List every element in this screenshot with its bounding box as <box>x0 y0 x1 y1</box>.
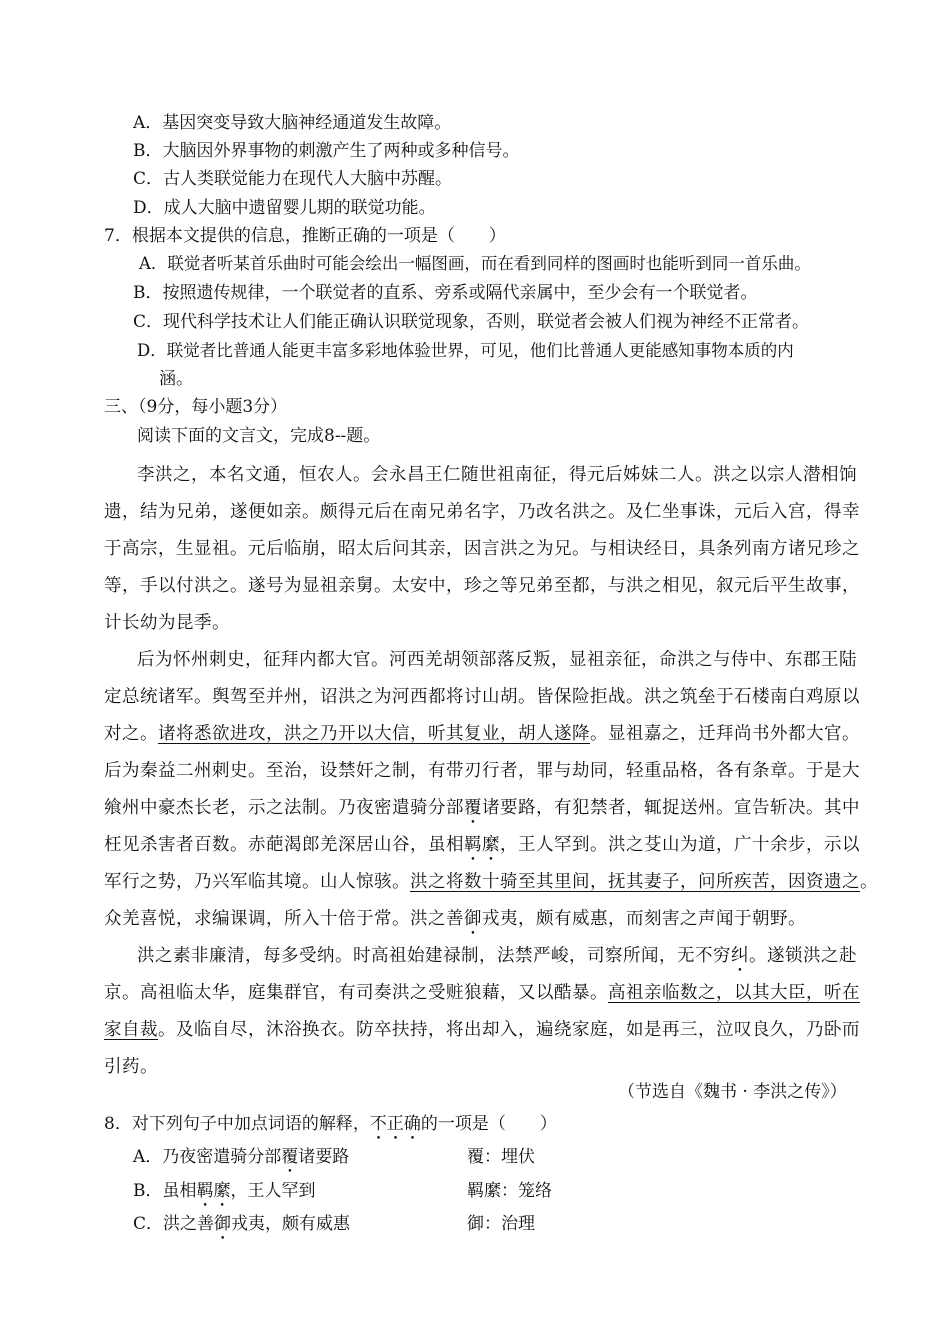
p2-line5-a: 飨州中豪杰长老，示之法制。乃夜密遣骑分部 <box>104 798 464 818</box>
passage-p2-line1: 后为怀州刺史，征拜内都大官。河西羌胡领部落反叛，显祖亲征，命洪之与侍中、东郡王陆 <box>137 650 857 670</box>
p3-line3-b: 。及临自尽，沐浴换衣。防卒扶持，将出却入，遍绕家庭，如是再三，泣叹良久，乃卧而 <box>158 1020 860 1040</box>
q7-option-c: C．现代科学技术让人们能正确认识联觉现象，否则，联觉者会被人们视为神经不正常者。 <box>133 312 810 332</box>
q8-a-dotted: 覆 <box>281 1147 299 1167</box>
p2-line8-a: 众羌喜悦，求编课调，所入十倍于常。洪之善 <box>104 909 464 929</box>
p2-line3-before: 对之。 <box>104 724 158 744</box>
dotted-word-jimi: 羁縻 <box>464 835 500 855</box>
q8-option-a <box>133 1146 349 1177</box>
passage-p3-line3 <box>104 1019 860 1041</box>
q7-option-b: B．按照遗传规律，一个联觉者的直系、旁系或隔代亲属中，至少会有一个联觉者。 <box>133 283 758 303</box>
passage-p2-line5 <box>104 797 860 828</box>
q7-stem: 7．根据本文提供的信息，推断正确的一项是（ ） <box>104 226 506 246</box>
q8-a-text-b: 诸要路 <box>298 1147 350 1167</box>
passage-source: （节选自《魏书 · 李洪之传》） <box>618 1082 847 1102</box>
passage-p2-line2: 定总统诸军。舆驾至并州，诏洪之为河西都将讨山胡。皆保险拒战。洪之筑垒于石楼南白鸡原以 <box>104 687 860 707</box>
q8-option-b <box>133 1180 316 1211</box>
p2-line7-b: 。 <box>860 872 878 892</box>
q8-b-dotted: 羁縻 <box>196 1181 231 1201</box>
p2-line7-a: 军行之势，乃兴军临其境。山人惊骇。 <box>104 872 410 892</box>
underlined-sentence-3a: 高祖亲临数之，以其大臣，听在 <box>608 983 860 1003</box>
p2-line5-b: 诸要路，有犯禁者，辄捉送州。宣告斩决。其中 <box>482 798 860 818</box>
passage-p1-line1: 李洪之，本名文通，恒农人。会永昌王仁随世祖南征，得元后姊妹二人。洪之以宗人潜相饷 <box>137 465 857 485</box>
q7-option-a: A．联觉者听某首乐曲时可能会绘出一幅图画，而在看到同样的图画时也能听到同一首乐曲。 <box>139 254 811 273</box>
q8-stem <box>104 1113 557 1144</box>
passage-p2-line3 <box>104 723 860 745</box>
underlined-sentence-2: 洪之将数十骑至其里间，抚其妻子，问所疾苦，因资遗之 <box>410 872 860 892</box>
dotted-word-jiu: 纠 <box>731 946 749 966</box>
p2-line8-b: 戎夷，颇有威惠，而刻害之声闻于朝野。 <box>482 909 806 929</box>
passage-p1-line2: 遗，结为兄弟，遂便如亲。颇得元后在南兄弟名字，乃改名洪之。及仁坐事诛，元后入宫，得幸 <box>104 502 860 522</box>
q8-c-text-b: 戎夷，颇有威惠 <box>231 1214 351 1234</box>
underlined-sentence-3b: 家自裁 <box>104 1020 158 1040</box>
q8-c-text: C．洪之善 <box>133 1214 215 1234</box>
p3-line1-b: 。遂锁洪之赴 <box>749 946 857 966</box>
p2-line6-a: 枉见杀害者百数。赤葩渴郎羌深居山谷，虽相 <box>104 835 464 855</box>
p3-line1-a: 洪之素非廉清，每多受纳。时高祖始建禄制，法禁严峻，司察所闻，无不穷 <box>137 946 731 966</box>
q8-option-b-gloss: 羁縻：笼络 <box>467 1181 552 1201</box>
passage-p2-line7 <box>104 871 878 893</box>
passage-p3-line1 <box>137 945 857 976</box>
q8-dotted-not-correct: 不正确 <box>369 1114 421 1134</box>
passage-p1-line4: 等，手以付洪之。遂号为显祖亲舅。太安中，珍之等兄弟至都，与洪之相见，叙元后平生故事， <box>104 576 860 596</box>
passage-p3-line4: 引药。 <box>104 1057 158 1077</box>
passage-p1-line3: 于高宗，生显祖。元后临崩，昭太后问其亲，因言洪之为兄。与相诀经日，具条列南方诸兄珍之 <box>104 539 860 559</box>
q8-option-c <box>133 1213 350 1244</box>
dotted-word-fu: 覆 <box>464 798 482 818</box>
q8-stem-a: 8．对下列句子中加点词语的解释， <box>104 1114 370 1134</box>
q6-option-b: B．大脑因外界事物的刺激产生了两种或多种信号。 <box>133 141 520 161</box>
q6-option-c: C．古人类联觉能力在现代人大脑中苏醒。 <box>133 169 453 189</box>
passage-p1-line5: 计长幼为昆季。 <box>104 613 230 633</box>
passage-p3-line2 <box>104 982 860 1004</box>
q8-b-text: B．虽相 <box>133 1181 197 1201</box>
q7-option-d-line2: 涵。 <box>159 369 193 389</box>
q6-option-a: A．基因突变导致大脑神经通道发生故障。 <box>133 113 452 133</box>
passage-p2-line8 <box>104 908 806 939</box>
p2-line3-after: 。显祖嘉之，迁拜尚书外都大官。 <box>590 724 860 744</box>
q8-c-dotted: 御 <box>214 1214 232 1234</box>
section3-header: 三、（9分，每小题3分） <box>104 397 288 417</box>
underlined-sentence-1: 诸将悉欲进攻，洪之乃开以大信，听其复业，胡人遂降 <box>158 724 590 744</box>
q8-option-c-gloss: 御：治理 <box>467 1214 535 1234</box>
passage-p2-line4: 后为秦益二州刺史。至治，设禁奸之制，有带刃行者，罪与劫同，轻重品格，各有条章。于是大 <box>104 761 860 781</box>
q8-b-text-b: ，王人罕到 <box>230 1181 316 1201</box>
q8-stem-b: 的一项是（ ） <box>420 1114 557 1134</box>
section3-instruction: 阅读下面的文言文，完成8--题。 <box>137 426 381 446</box>
p2-line6-b: ，王人罕到。洪之芟山为道，广十余步，示以 <box>500 835 860 855</box>
dotted-word-yu: 御 <box>464 909 482 929</box>
q8-a-text: A．乃夜密遣骑分部 <box>133 1147 282 1167</box>
q7-option-d-line1: D．联觉者比普通人能更丰富多彩地体验世界，可见，他们比普通人更能感知事物本质的内 <box>137 341 794 360</box>
q8-option-a-gloss: 覆：埋伏 <box>467 1147 535 1167</box>
p3-line2-a: 京。高祖临太华，庭集群官，有司奏洪之受赃狼藉，又以酷暴。 <box>104 983 608 1003</box>
q6-option-d: D．成人大脑中遗留婴儿期的联觉功能。 <box>133 198 436 218</box>
passage-p2-line6 <box>104 834 860 865</box>
